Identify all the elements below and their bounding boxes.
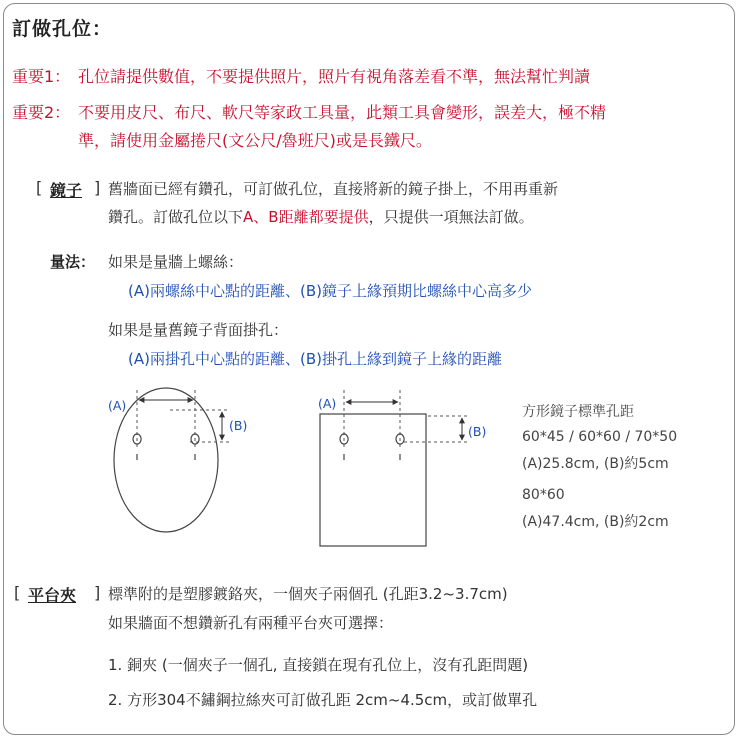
clip-section-label: 平台夾 bbox=[28, 586, 77, 605]
spec-value1: (A)25.8cm, (B)約5cm bbox=[522, 456, 669, 472]
spec-value2: (A)47.4cm, (B)約2cm bbox=[522, 514, 669, 530]
mirror-text-line1: 舊牆面已經有鑽孔，可訂做孔位，直接將新的鏡子掛上，不用再重新 bbox=[108, 180, 559, 198]
important-2-text-line1: 不要用皮尺、布尺、軟尺等家政工具量，此類工具會變形，誤差大，極不精 bbox=[78, 103, 607, 122]
mirror-text-line2-pre: 鑽孔。訂做孔位以下 bbox=[108, 208, 244, 226]
mirror-text-line2-post: ，只提供一項無法訂做。 bbox=[368, 208, 534, 226]
measure-case1: 如果是量牆上螺絲： bbox=[108, 253, 244, 271]
clip-option-1: 1. 銅夾 (一個夾子一個孔, 直接鎖在現有孔位上，沒有孔距問題) bbox=[108, 656, 529, 674]
mirror-text-line2-required: A、B距離都要提供 bbox=[243, 208, 369, 226]
clip-bracket-open: [ bbox=[14, 583, 21, 602]
mirror-bracket-open: [ bbox=[36, 178, 43, 197]
measure-label: 量法： bbox=[50, 253, 96, 271]
important-2-label: 重要2： bbox=[12, 103, 71, 122]
important-1-label: 重要1： bbox=[12, 67, 71, 86]
oval-mirror-diagram bbox=[114, 388, 230, 532]
oval-label-b: (B) bbox=[229, 418, 248, 433]
important-1-text: 孔位請提供數值，不要提供照片，照片有視角落差看不準，無法幫忙判讀 bbox=[78, 67, 591, 86]
important-2-text-line2: 準，請使用金屬捲尺(文公尺/魯班尺)或是長鐵尺。 bbox=[78, 131, 432, 150]
measure-case2-detail: (A)兩掛孔中心點的距離、(B)掛孔上緣到鏡子上緣的距離 bbox=[128, 350, 502, 368]
mirror-bracket-close: ] bbox=[94, 178, 101, 197]
mirror-section-label: 鏡子 bbox=[50, 181, 83, 200]
clip-bracket-close: ] bbox=[94, 583, 101, 602]
square-label-b: (B) bbox=[468, 424, 487, 439]
clip-text-line2: 如果牆面不想鑽新孔有兩種平台夾可選擇： bbox=[108, 614, 394, 632]
measure-case1-detail: (A)兩螺絲中心點的距離、(B)鏡子上緣預期比螺絲中心高多少 bbox=[128, 282, 532, 300]
square-mirror-outline bbox=[320, 414, 426, 546]
spec-size2: 80*60 bbox=[522, 487, 565, 503]
clip-text-line1: 標準附的是塑膠鍍鉻夾，一個夾子兩個孔 (孔距3.2~3.7cm) bbox=[108, 585, 508, 603]
clip-option-2: 2. 方形304不鏽鋼拉絲夾可訂做孔距 2cm~4.5cm，或訂做單孔 bbox=[108, 691, 538, 709]
square-mirror-diagram bbox=[320, 390, 470, 546]
spec-title: 方形鏡子標準孔距 bbox=[522, 404, 634, 420]
page-title: 訂做孔位： bbox=[12, 18, 113, 40]
spec-size1: 60*45 / 60*60 / 70*50 bbox=[522, 429, 678, 445]
oval-label-a: (A) bbox=[108, 398, 127, 413]
measure-case2: 如果是量舊鏡子背面掛孔： bbox=[108, 321, 289, 339]
square-label-a: (A) bbox=[318, 396, 337, 411]
